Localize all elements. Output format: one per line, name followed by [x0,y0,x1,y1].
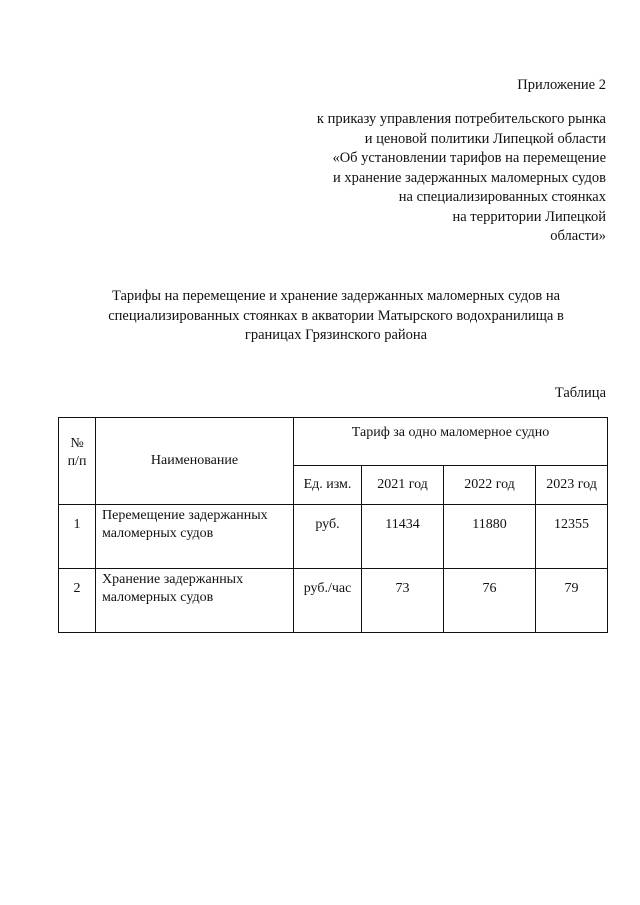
row-value-2021: 11434 [362,505,444,569]
header-number-abbr: п/п [67,454,87,469]
table-row [59,505,608,569]
header-tariff: Тариф за одно маломерное судно [294,418,608,466]
row-name [96,569,294,633]
appendix-line: и ценовой политики Липецкой области [364,130,606,147]
table-row [59,569,608,633]
row-value-2021: 73 [362,569,444,633]
appendix-line: «Об установлении тарифов на перемещение [332,150,606,166]
row-value-2022: 11880 [444,505,536,569]
table-header-row [59,418,608,466]
appendix-line: на территории Липецкой [452,208,606,225]
row-name-line: маломерных судов [102,526,214,541]
header-name: Наименование [96,418,294,505]
row-value-2022: 76 [444,569,536,633]
appendix-line: и хранение задержанных маломерных судов [332,169,606,186]
row-name-line: маломерных судов [102,590,214,605]
document-title [40,287,632,346]
appendix-line: на специализированных стоянках [398,189,606,205]
appendix-reference [317,110,606,247]
header-year-2023: 2023 год [536,466,608,505]
row-number: 2 [59,569,96,633]
row-value-2023: 79 [536,569,608,633]
row-name-line: Перемещение задержанных [102,508,268,523]
header-number [59,418,96,505]
row-unit: руб. [294,505,362,569]
table-caption: Таблица [554,385,606,401]
row-unit: руб./час [294,569,362,633]
header-unit: Ед. изм. [294,466,362,505]
appendix-line: к приказу управления потребительского рынка [316,111,606,127]
header-year-2021: 2021 год [362,466,444,505]
appendix-title: Приложение 2 [517,77,606,93]
appendix-line: области» [550,228,606,244]
header-number-symbol: № [70,436,84,451]
document-title-line: специализированных стоянках в акватории Матырского водохранилища в [108,307,564,324]
header-year-2022: 2022 год [444,466,536,505]
row-value-2023: 12355 [536,505,608,569]
document-title-line: Тарифы на перемещение и хранение задержанных маломерных судов на [111,288,561,304]
row-number: 1 [59,505,96,569]
document-title-line: границах Грязинского района [244,327,428,343]
row-name [96,505,294,569]
row-name-line: Хранение задержанных [102,572,244,587]
tariff-table [58,417,608,633]
